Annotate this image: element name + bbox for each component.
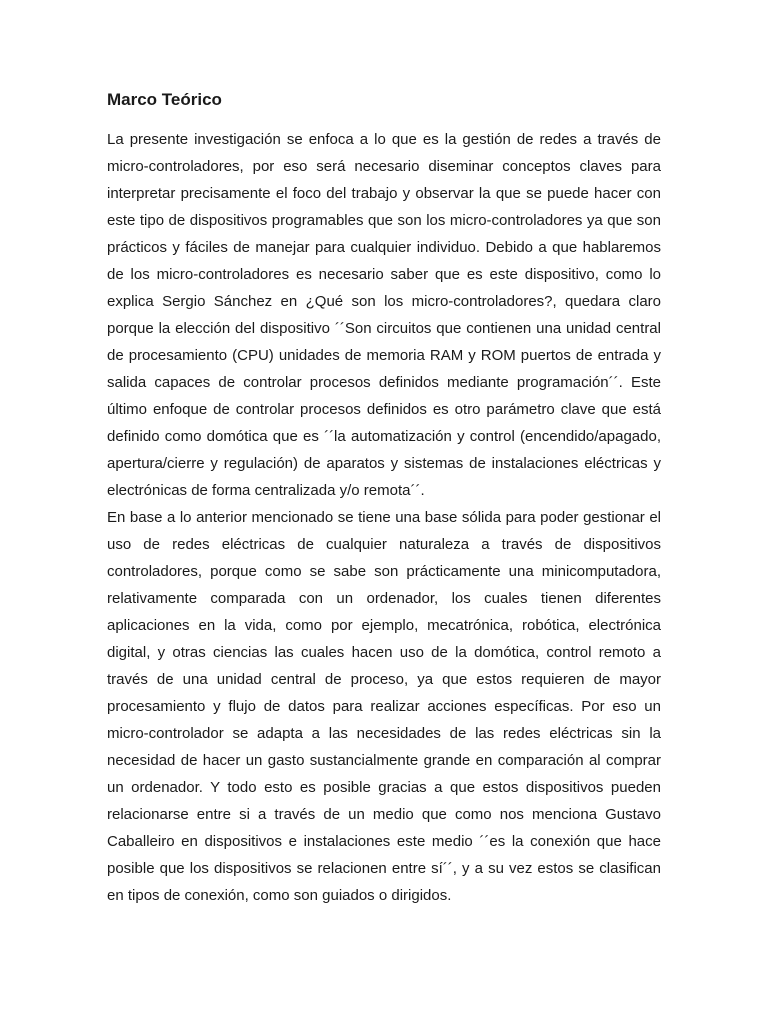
- text-line: en tipos de conexión, como son guiados o dirigidos.: [107, 887, 452, 904]
- text-line: último enfoque de controlar procesos definidos es otro parámetro clave que está: [107, 401, 661, 418]
- text-line: En base a lo anterior mencionado se tiene una base sólida para poder gestionar el: [107, 509, 661, 526]
- body-text: [107, 126, 661, 909]
- text-line: procesamiento y flujo de datos para realizar acciones específicas. Por eso un: [107, 698, 661, 715]
- text-line: uso de redes eléctricas de cualquier naturaleza a través de dispositivos: [107, 536, 661, 553]
- text-line: apertura/cierre y regulación) de aparatos y sistemas de instalaciones eléctricas y: [107, 455, 661, 472]
- text-line: través de una unidad central de proceso, ya que estos requieren de mayor: [107, 671, 661, 688]
- text-line: micro-controladores, por eso será necesario diseminar conceptos claves para: [107, 158, 661, 175]
- text-line: definido como domótica que es ´´la automatización y control (encendido/apagado,: [107, 428, 661, 445]
- text-line: interpretar precisamente el foco del trabajo y observar la que se puede hacer con: [107, 185, 661, 202]
- text-line: aplicaciones en la vida, como por ejemplo, mecatrónica, robótica, electrónica: [107, 617, 661, 634]
- text-line: digital, y otras ciencias las cuales hacen uso de la domótica, control remoto a: [107, 644, 661, 661]
- text-line: porque la elección del dispositivo ´´Son circuitos que contienen una unidad central: [107, 320, 661, 337]
- text-line: un ordenador. Y todo esto es posible gracias a que estos dispositivos pueden: [107, 779, 661, 796]
- text-line: electrónicas de forma centralizada y/o remota´´.: [107, 482, 425, 499]
- text-line: de procesamiento (CPU) unidades de memoria RAM y ROM puertos de entrada y: [107, 347, 661, 364]
- text-line: micro-controlador se adapta a las necesidades de las redes eléctricas sin la: [107, 725, 661, 742]
- text-line: salida capaces de controlar procesos definidos mediante programación´´. Este: [107, 374, 661, 391]
- text-line: Caballeiro en dispositivos e instalaciones este medio ´´es la conexión que hace: [107, 833, 661, 850]
- text-line: de los micro-controladores es necesario saber que es este dispositivo, como lo: [107, 266, 661, 283]
- text-line: explica Sergio Sánchez en ¿Qué son los micro-controladores?, quedara claro: [107, 293, 661, 310]
- text-line: prácticos y fáciles de manejar para cualquier individuo. Debido a que hablaremos: [107, 239, 661, 256]
- text-line: relativamente comparada con un ordenador, los cuales tienen diferentes: [107, 590, 661, 607]
- text-line: La presente investigación se enfoca a lo que es la gestión de redes a través de: [107, 131, 661, 148]
- text-line: posible que los dispositivos se relacionen entre sí´´, y a su vez estos se clasifican: [107, 860, 661, 877]
- text-line: necesidad de hacer un gasto sustancialmente grande en comparación al comprar: [107, 752, 661, 769]
- page-title: Marco Teórico: [107, 90, 222, 109]
- text-line: este tipo de dispositivos programables que son los micro-controladores ya que son: [107, 212, 661, 229]
- text-line: relacionarse entre si a través de un medio que como nos menciona Gustavo: [107, 806, 661, 823]
- text-line: controladores, porque como se sabe son prácticamente una minicomputadora,: [107, 563, 661, 580]
